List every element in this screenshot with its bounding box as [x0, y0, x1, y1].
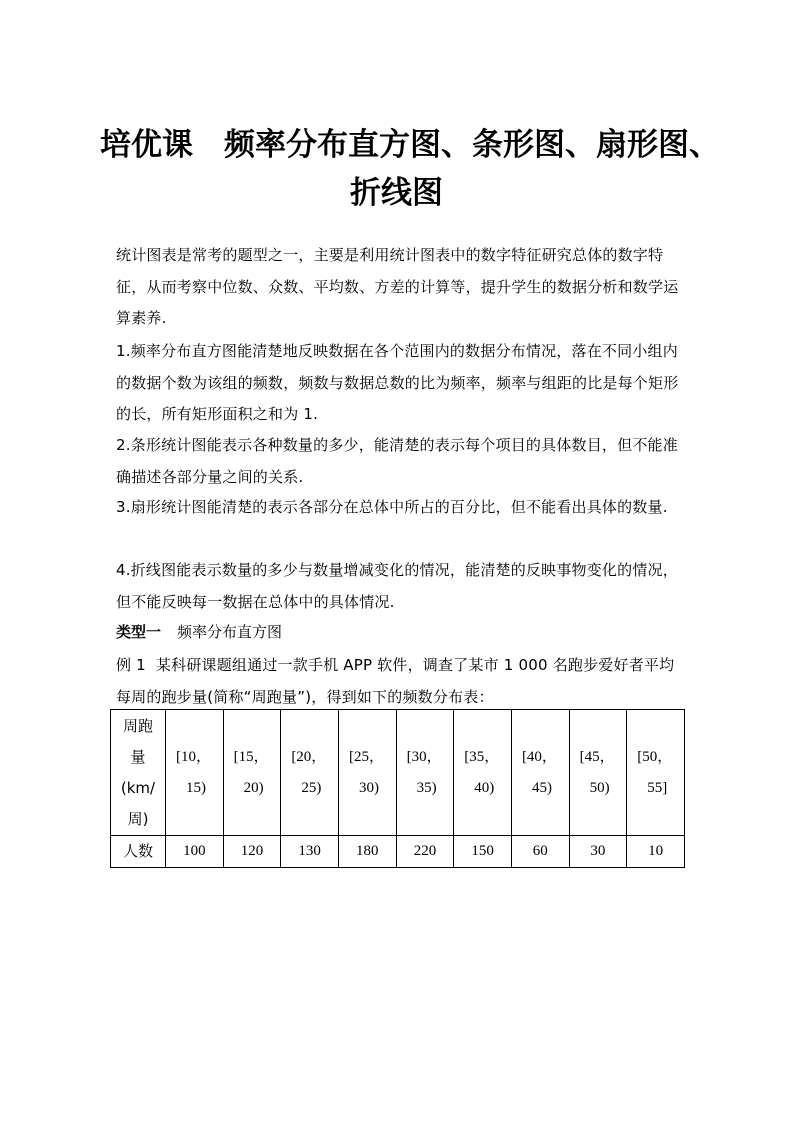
interval-start: [45，: [579, 748, 615, 765]
interval-start: [40，: [521, 748, 557, 765]
example-paragraph: [116, 650, 686, 713]
interval-end: 25): [301, 779, 322, 796]
count-cell: 120: [223, 836, 281, 868]
interval-end: 35): [416, 779, 437, 796]
point-1-paragraph: 1.频率分布直方图能清楚地反映数据在各个范围内的数据分布情况，落在不同小组内的数据个数为该组的频数，频数与数据总数的比为频率，频率与组距的比是每个矩形的长，所有矩形面积之和为 1.: [116, 342, 679, 423]
interval-start: [15，: [233, 748, 269, 765]
interval-end: 30): [358, 779, 379, 796]
interval-end: 45): [531, 779, 552, 796]
interval-end: 20): [243, 779, 264, 796]
count-cell: 150: [454, 836, 512, 868]
example-label: 例 1: [116, 656, 146, 674]
point-2-paragraph: 2.条形统计图能表示各种数量的多少，能清楚的表示每个项目的具体数目，但不能准确描述各部分量之间的关系.: [116, 436, 678, 486]
interval-cell: [223, 710, 281, 836]
interval-cell: [569, 710, 627, 836]
interval-end: 40): [474, 779, 495, 796]
table-header-row: [111, 710, 685, 836]
interval-start: [35，: [464, 748, 500, 765]
interval-start: [10，: [176, 748, 211, 765]
interval-end: 55]: [647, 779, 668, 796]
header-label-line: (km/: [120, 778, 156, 797]
interval-cell: [627, 710, 685, 836]
count-cell: 180: [338, 836, 396, 868]
section-title: 频率分布直方图: [177, 623, 283, 641]
interval-end: 50): [589, 779, 610, 796]
interval-cell: [281, 710, 339, 836]
interval-start: [20，: [291, 748, 327, 765]
header-label-line: 量: [130, 747, 146, 766]
count-cell: 100: [166, 836, 224, 868]
count-cell: 130: [281, 836, 339, 868]
interval-cell: [396, 710, 454, 836]
interval-cell: [338, 710, 396, 836]
count-cell: 60: [511, 836, 569, 868]
intro-paragraph: 统计图表是常考的题型之一，主要是利用统计图表中的数字特征研究总体的数字特征，从而考察中位数、众数、平均数、方差的计算等，提升学生的数据分析和数学运算素养.: [116, 246, 679, 327]
interval-cell: [454, 710, 512, 836]
interval-end: 15): [186, 779, 206, 796]
count-cell: 30: [569, 836, 627, 868]
interval-cell: [511, 710, 569, 836]
table-count-row: [111, 836, 685, 868]
count-cell: 220: [396, 836, 454, 868]
interval-start: [30，: [406, 748, 442, 765]
header-label-line: 周): [127, 809, 149, 828]
interval-start: [50，: [637, 748, 673, 765]
interval-start: [25，: [348, 748, 384, 765]
frequency-table: [110, 709, 685, 868]
section-heading: [116, 618, 282, 646]
count-cell: 10: [627, 836, 685, 868]
count-label-cell: 人数: [111, 836, 166, 868]
page-title-line-1: 培优课 频率分布直方图、条形图、扇形图、: [100, 127, 720, 163]
header-label-cell: [111, 710, 166, 836]
page-title-line-2: 折线图: [350, 175, 443, 211]
header-label-line: 周跑: [122, 716, 153, 735]
point-3-paragraph: 3.扇形统计图能清楚的表示各部分在总体中所占的百分比，但不能看出具体的数量.: [116, 498, 668, 516]
example-text: 某科研课题组通过一款手机 APP 软件，调查了某市 1 000 名跑步爱好者平均每周的跑步量(简称“周跑量”)，得到如下的频数分布表：: [116, 656, 675, 706]
interval-cell: [166, 710, 224, 836]
point-4-paragraph: 4.折线图能表示数量的多少与数量增减变化的情况，能清楚的反映事物变化的情况，但不能反映每一数据在总体中的具体情况.: [116, 561, 678, 611]
section-label: 类型一: [116, 623, 162, 641]
